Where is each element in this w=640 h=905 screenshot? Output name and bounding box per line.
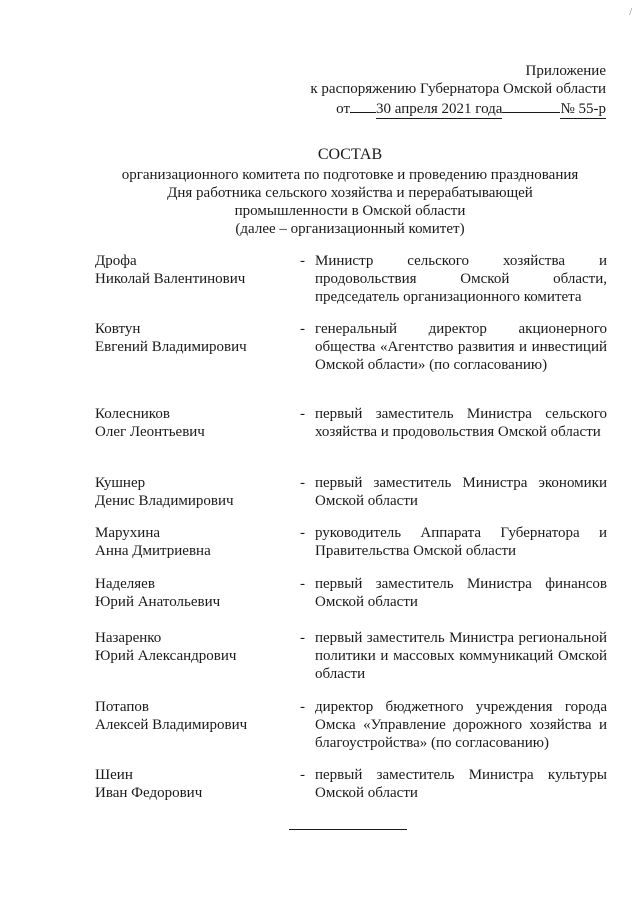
member-name: [95, 474, 290, 510]
member-dash: -: [300, 475, 305, 491]
member-role: Министр сельского хозяйства и продовольствия Омской области, председатель организационного комитета: [315, 253, 607, 305]
closing-divider: [289, 829, 407, 830]
member-role: генеральный директор акционерного общества «Агентство развития и инвестиций Омской области» (по согласованию): [315, 321, 607, 373]
heading-line-1: организационного комитета по подготовке и проведению празднования: [121, 167, 579, 183]
member-row: [95, 252, 607, 306]
member-surname: Назаренко: [95, 630, 162, 646]
member-surname: Дрофа: [95, 253, 137, 269]
appendix-title: Приложение: [525, 63, 606, 79]
member-surname: Марухина: [95, 525, 161, 541]
order-date: 30 апреля 2021 года: [376, 101, 503, 117]
member-dash: -: [300, 576, 305, 592]
member-row: [95, 524, 607, 560]
member-name: [95, 698, 290, 752]
member-row: [95, 320, 607, 374]
appendix-block: [300, 62, 606, 119]
appendix-reference: к распоряжению Губернатора Омской области: [310, 81, 606, 97]
member-dash: -: [300, 253, 305, 269]
member-dash: -: [300, 321, 305, 337]
member-dash: -: [300, 406, 305, 422]
member-surname: Ковтун: [95, 321, 141, 337]
heading-line-2: Дня работника сельского хозяйства и перерабатывающей: [167, 185, 533, 201]
member-row: [95, 474, 607, 510]
member-role: первый заместитель Министра экономики Омской области: [315, 475, 607, 509]
order-blank-2: [502, 98, 560, 113]
order-date-number: [300, 98, 606, 119]
member-name: [95, 629, 290, 683]
member-surname: Кушнер: [95, 475, 146, 491]
member-row: [95, 698, 607, 752]
member-dash: -: [300, 767, 305, 783]
member-given-names: Иван Федорович: [95, 785, 203, 801]
document-title: СОСТАВ: [317, 146, 383, 163]
member-name: [95, 405, 290, 441]
heading-line-3: промышленности в Омской области: [234, 203, 466, 219]
member-role: руководитель Аппарата Губернатора и Правительства Омской области: [315, 525, 607, 559]
member-row: [95, 766, 607, 802]
order-number: № 55-р: [560, 101, 606, 117]
member-surname: Шеин: [95, 767, 133, 783]
member-row: [95, 405, 607, 441]
order-prefix: от: [336, 101, 351, 117]
member-name: [95, 320, 290, 374]
member-role: первый заместитель Министра культуры Омской области: [315, 767, 607, 801]
member-given-names: Алексей Владимирович: [95, 717, 248, 733]
member-name: [95, 252, 290, 306]
member-given-names: Юрий Александрович: [95, 648, 237, 664]
member-dash: -: [300, 525, 305, 541]
member-role: первый заместитель Министра сельского хозяйства и продовольствия Омской области: [315, 406, 607, 440]
order-blank-1: [350, 98, 376, 113]
member-surname: Колесников: [95, 406, 170, 422]
member-role: директор бюджетного учреждения города Омска «Управление дорожного хозяйства и благоустройства» (по согласованию): [315, 699, 607, 751]
document-heading: [90, 146, 610, 238]
member-given-names: Анна Дмитриевна: [95, 543, 211, 559]
member-given-names: Олег Леонтьевич: [95, 424, 205, 440]
member-surname: Наделяев: [95, 576, 155, 592]
member-given-names: Евгений Владимирович: [95, 339, 247, 355]
heading-line-4: (далее – организационный комитет): [235, 221, 465, 237]
member-row: [95, 629, 607, 683]
member-role: первый заместитель Министра финансов Омской области: [315, 576, 607, 610]
member-dash: -: [300, 630, 305, 646]
corner-mark: /: [629, 7, 632, 18]
member-dash: -: [300, 699, 305, 715]
member-surname: Потапов: [95, 699, 149, 715]
member-name: [95, 575, 290, 611]
member-row: [95, 575, 607, 611]
member-name: [95, 524, 290, 560]
member-given-names: Николай Валентинович: [95, 271, 246, 287]
member-given-names: Юрий Анатольевич: [95, 594, 221, 610]
member-name: [95, 766, 290, 802]
member-role: первый заместитель Министра региональной политики и массовых коммуникаций Омской области: [315, 630, 607, 682]
member-given-names: Денис Владимирович: [95, 493, 234, 509]
